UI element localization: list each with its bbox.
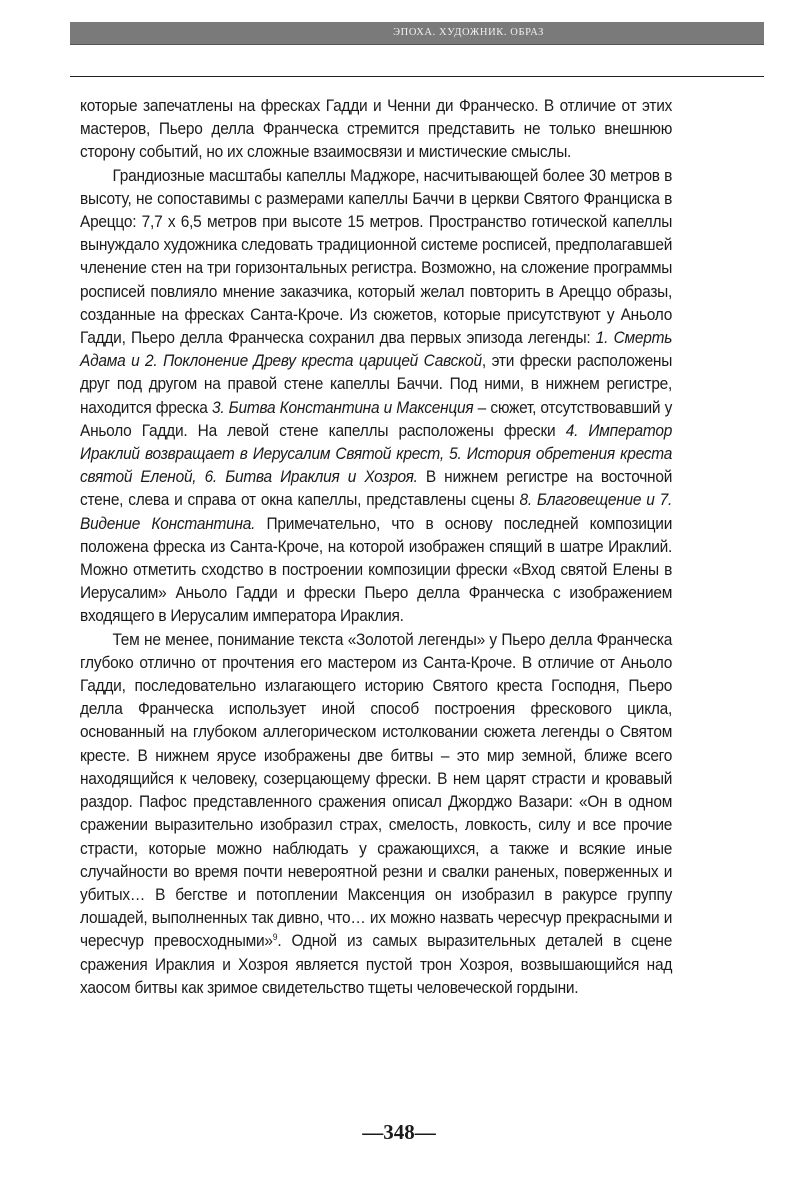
text-run: – сюжет, отсутствовавший у Аньоло Гадди. На левой стене капеллы расположены фрески	[80, 398, 673, 440]
page-number: —348—	[362, 1120, 436, 1144]
text-run: которые запечатлены на фресках Гадди и Ченни ди Франческо. В отличие от этих мастеров, Пьеро делла Франческа стремится представить не только внешнюю сторону событий, но их сложные взаимосвязи и мистические смыслы.	[80, 97, 673, 162]
footnote-ref: 9	[272, 932, 278, 943]
paragraph	[80, 629, 672, 1000]
text-run: Тем не менее, понимание текста «Золотой легенды» у Пьеро делла Франческа глубоко отлично от прочтения его мастером из Санта-Кроче. В отличие от Аньоло Гадди, последовательно излагающего историю Святого креста Господня, Пьеро делла Франческа использует иной способ построения фрескового цикла, основанный на глубоком аллегорическом истолковании сюжета легенды о Святом кресте. В нижнем ярусе изображены две битвы – это мир земной, ближе всего находящийся к человеку, созерцающему фрески. В нем царят страсти и кровавый раздор. Пафос представленного сражения описал Джорджо Вазари: «Он в одном сражении выразительно изобразил страх, смелость, ловкость, силу и все прочие страсти, которые можно наблюдать у сражающихся, а также и всякие иные случайности во время почти невероятной резни и свалки раненых, поверженных и убитых… В бегстве и потоплении Максенция он изобразил в ракурсе группу лошадей, выполненных так дивно, что… их можно назвать чересчур прекрасными и чересчур превосходными»	[80, 630, 673, 951]
italic-text-run: 1. Смерть Адама и 2. Поклонение Древу креста царицей Савской	[80, 329, 673, 371]
text-run: Грандиозные масштабы капеллы Маджоре, насчитывающей более 30 метров в высоту, не сопоставимы с размерами капеллы Баччи в церкви Святого Франциска в Ареццо: 7,7 х 6,5 метров при высоте 15 метров. Пространство готической капеллы вынуждало художника следовать традиционной системе росписей, предполагавшей членение стен на три горизонтальных регистра. Возможно, на сложение программы росписей повлияло мнение заказчика, который желал повторить в Ареццо образы, созданные на фресках Санта-Кроче. Из сюжетов, которые присутствуют у Аньоло Гадди, Пьеро делла Франческа сохранил два первых эпизода легенды:	[80, 166, 673, 348]
header-rule	[70, 76, 764, 77]
text-run: , эти фрески расположены друг под другом на правой стене капеллы Баччи. Под ними, в нижнем регистре, находится фреска	[80, 352, 673, 417]
body-text	[80, 95, 672, 1000]
running-head-bar	[70, 22, 764, 44]
paragraph	[80, 165, 672, 629]
text-run: В нижнем регистре на восточной стене, слева и справа от окна капеллы, представлены сцены	[80, 468, 673, 510]
text-run: Примечательно, что в основу последней композиции положена фреска из Санта-Кроче, на которой изображен спящий в шатре Ираклий. Можно отметить сходство в построении композиции фрески «Вход святой Елены в Иерусалим» Аньоло Гадди и фрески Пьеро делла Франческа с изображением входящего в Иерусалим императора Ираклия.	[80, 514, 673, 626]
text-run: . Одной из самых выразительных деталей в сцене сражения Ираклия и Хозроя является пустой трон Хозроя, возвышающийся над хаосом битвы как зримое свидетельство тщеты человеческой гордыни.	[80, 932, 673, 997]
paragraph	[80, 95, 672, 165]
italic-text-run: 8. Благовещение и 7. Видение Константина.	[80, 491, 673, 533]
running-head: ЭПОХА. ХУДОЖНИК. ОБРАЗ	[393, 27, 544, 38]
italic-text-run: 3. Битва Константина и Максенция	[211, 398, 474, 417]
italic-text-run: 4. Император Ираклий возвращает в Иерусалим Святой крест, 5. История обретения креста святой Еленой, 6. Битва Ираклия и Хозроя.	[80, 421, 673, 487]
